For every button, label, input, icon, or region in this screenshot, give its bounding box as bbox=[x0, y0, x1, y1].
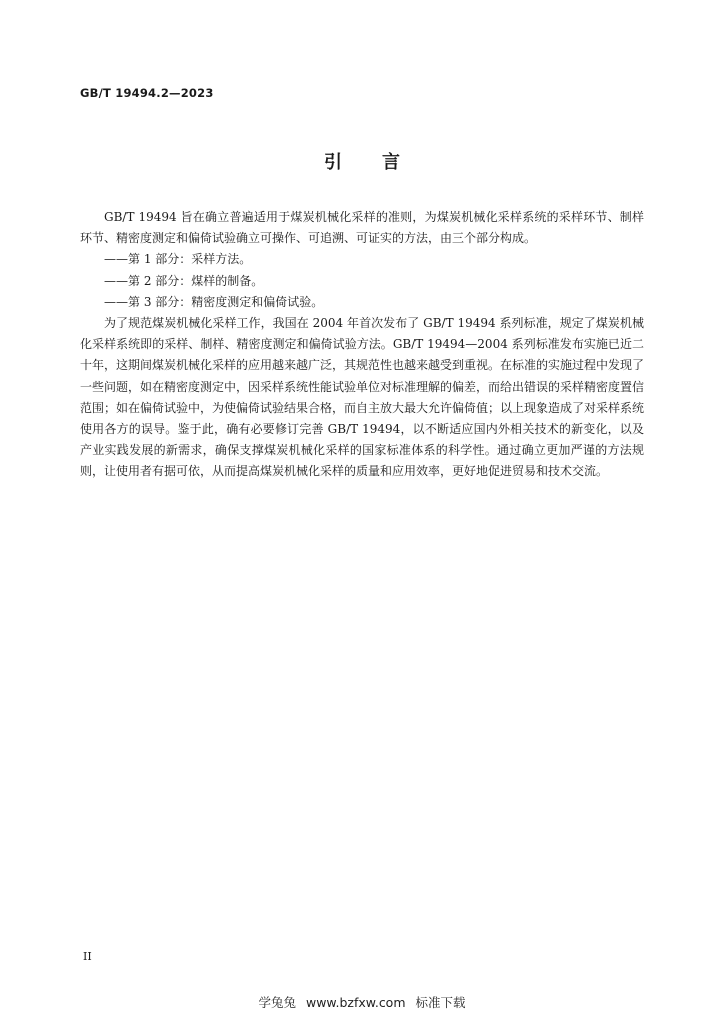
list-item-part-3: ——第 3 部分：精密度测定和偏倚试验。 bbox=[104, 294, 324, 309]
page-title: 引言 bbox=[324, 152, 440, 173]
intro-paragraph-1: GB/T 19494 旨在确立普遍适用于煤炭机械化采样的准则，为煤炭机械化采样系统的采样环节、制样环节、精密度测定和偏倚试验确立可操作、可追溯、可证实的方法，由三个部分构成。 bbox=[80, 210, 644, 246]
page-number: II bbox=[83, 950, 92, 963]
footer-watermark: 学兔兔 www.bzfxw.com 标准下载 bbox=[258, 995, 466, 1010]
list-item-part-1: ——第 1 部分：采样方法。 bbox=[104, 252, 252, 267]
intro-paragraph-2: 为了规范煤炭机械化采样工作，我国在 2004 年首次发布了 GB/T 19494 系列标准，规定了煤炭机械化采样系统即的采样、制样、精密度测定和偏倚试验方法。GB/T 19494—2004 系列标准发布实施已近二十年，这期间煤炭机械化采样的应用越来越广泛，其规范性也越来越受到重视。在标准的实施过程中发现了一些问题，如在精密度测定中，因采样系统性能试验单位对标准理解的偏差，而给出错误的采样精密度置信范围；如在偏倚试验中，为使偏倚试验结果合格，而自主放大最大允许偏倚值；以上现象造成了对采样系统使用各方的误导。鉴于此，确有必要修订完善 GB/T 19494，以不断适应国内外相关技术的新变化，以及产业实践发展的新需求，确保支撑煤炭机械化采样的国家标准体系的科学性。通过确立更加严谨的方法规则，让使用者有据可依，从而提高煤炭机械化采样的质量和应用效率，更好地促进贸易和技术交流。 bbox=[80, 316, 645, 479]
standard-code: GB/T 19494.2—2023 bbox=[80, 86, 214, 100]
list-item-part-2: ——第 2 部分：煤样的制备。 bbox=[104, 273, 264, 288]
introduction-body bbox=[80, 207, 644, 483]
